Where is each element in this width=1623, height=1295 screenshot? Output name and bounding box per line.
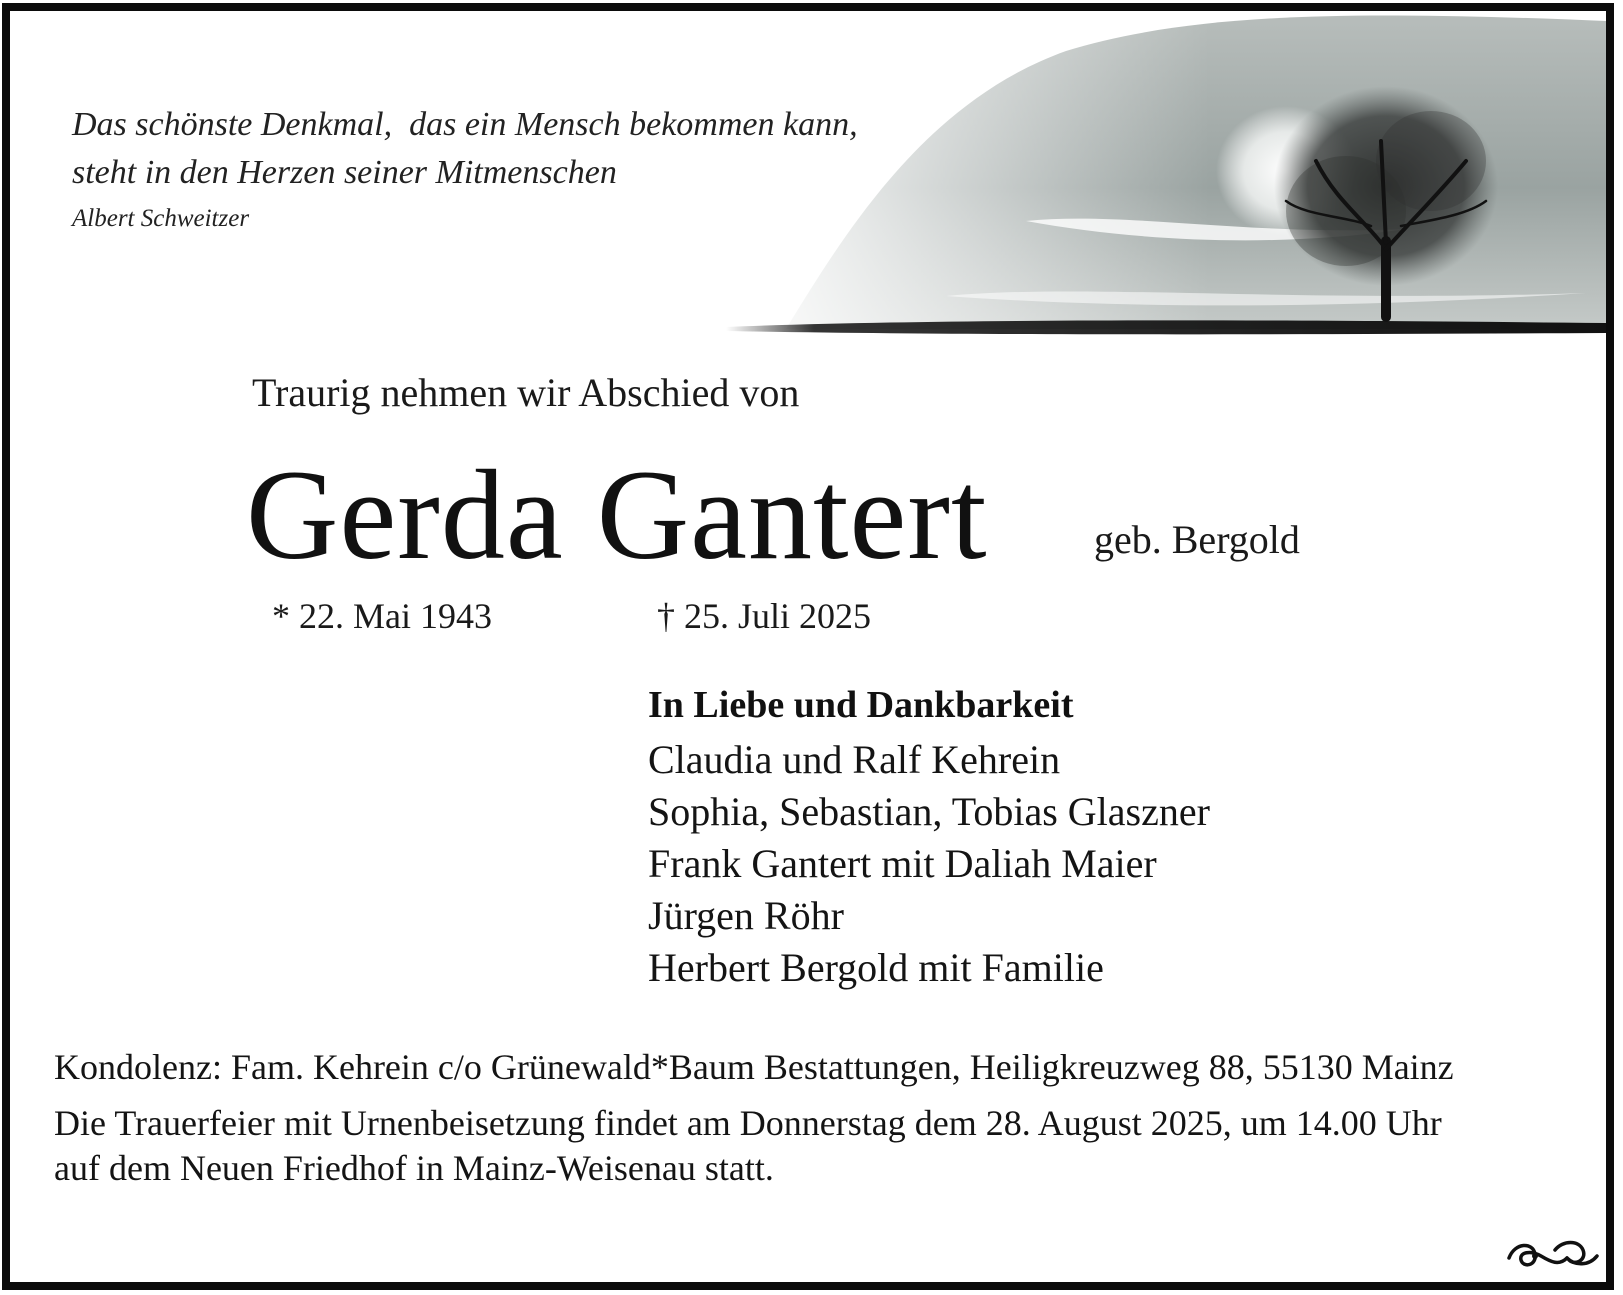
mourner-name: Claudia und Ralf Kehrein [648,737,1061,782]
mourners-list [648,734,1210,994]
ceremony-line-2: auf dem Neuen Friedhof in Mainz-Weisenau statt. [54,1148,774,1188]
intro-text: Traurig nehmen wir Abschied von [252,370,800,415]
memorial-quote [72,101,858,197]
mourner-name: Herbert Bergold mit Familie [648,945,1104,990]
ceremony-info [54,1101,1442,1191]
mourner-name: Sophia, Sebastian, Tobias Glaszner [648,789,1210,834]
mourner-name: Jürgen Röhr [648,893,844,938]
maiden-name: geb. Bergold [1094,517,1300,562]
quote-author: Albert Schweitzer [72,205,250,232]
obituary-notice [2,3,1614,1290]
quote-line-2: steht in den Herzen seiner Mitmenschen [72,154,617,191]
tree-landscape-icon [726,11,1606,351]
birth-date: * 22. Mai 1943 [272,596,492,636]
condolence-address: Kondolenz: Fam. Kehrein c/o Grünewald*Baum Bestattungen, Heiligkreuzweg 88, 55130 Mainz [54,1047,1454,1087]
deceased-name: Gerda Gantert [246,444,988,586]
ceremony-line-1: Die Trauerfeier mit Urnenbeisetzung findet am Donnerstag dem 28. August 2025, um 14.00 Uhr [54,1103,1442,1143]
flourish-ornament-icon [1505,1236,1600,1276]
quote-line-1: Das schönste Denkmal, das ein Mensch bekommen kann, [72,106,858,143]
death-date: † 25. Juli 2025 [657,596,872,636]
mourners-heading: In Liebe und Dankbarkeit [648,684,1074,726]
mourner-name: Frank Gantert mit Daliah Maier [648,841,1157,886]
